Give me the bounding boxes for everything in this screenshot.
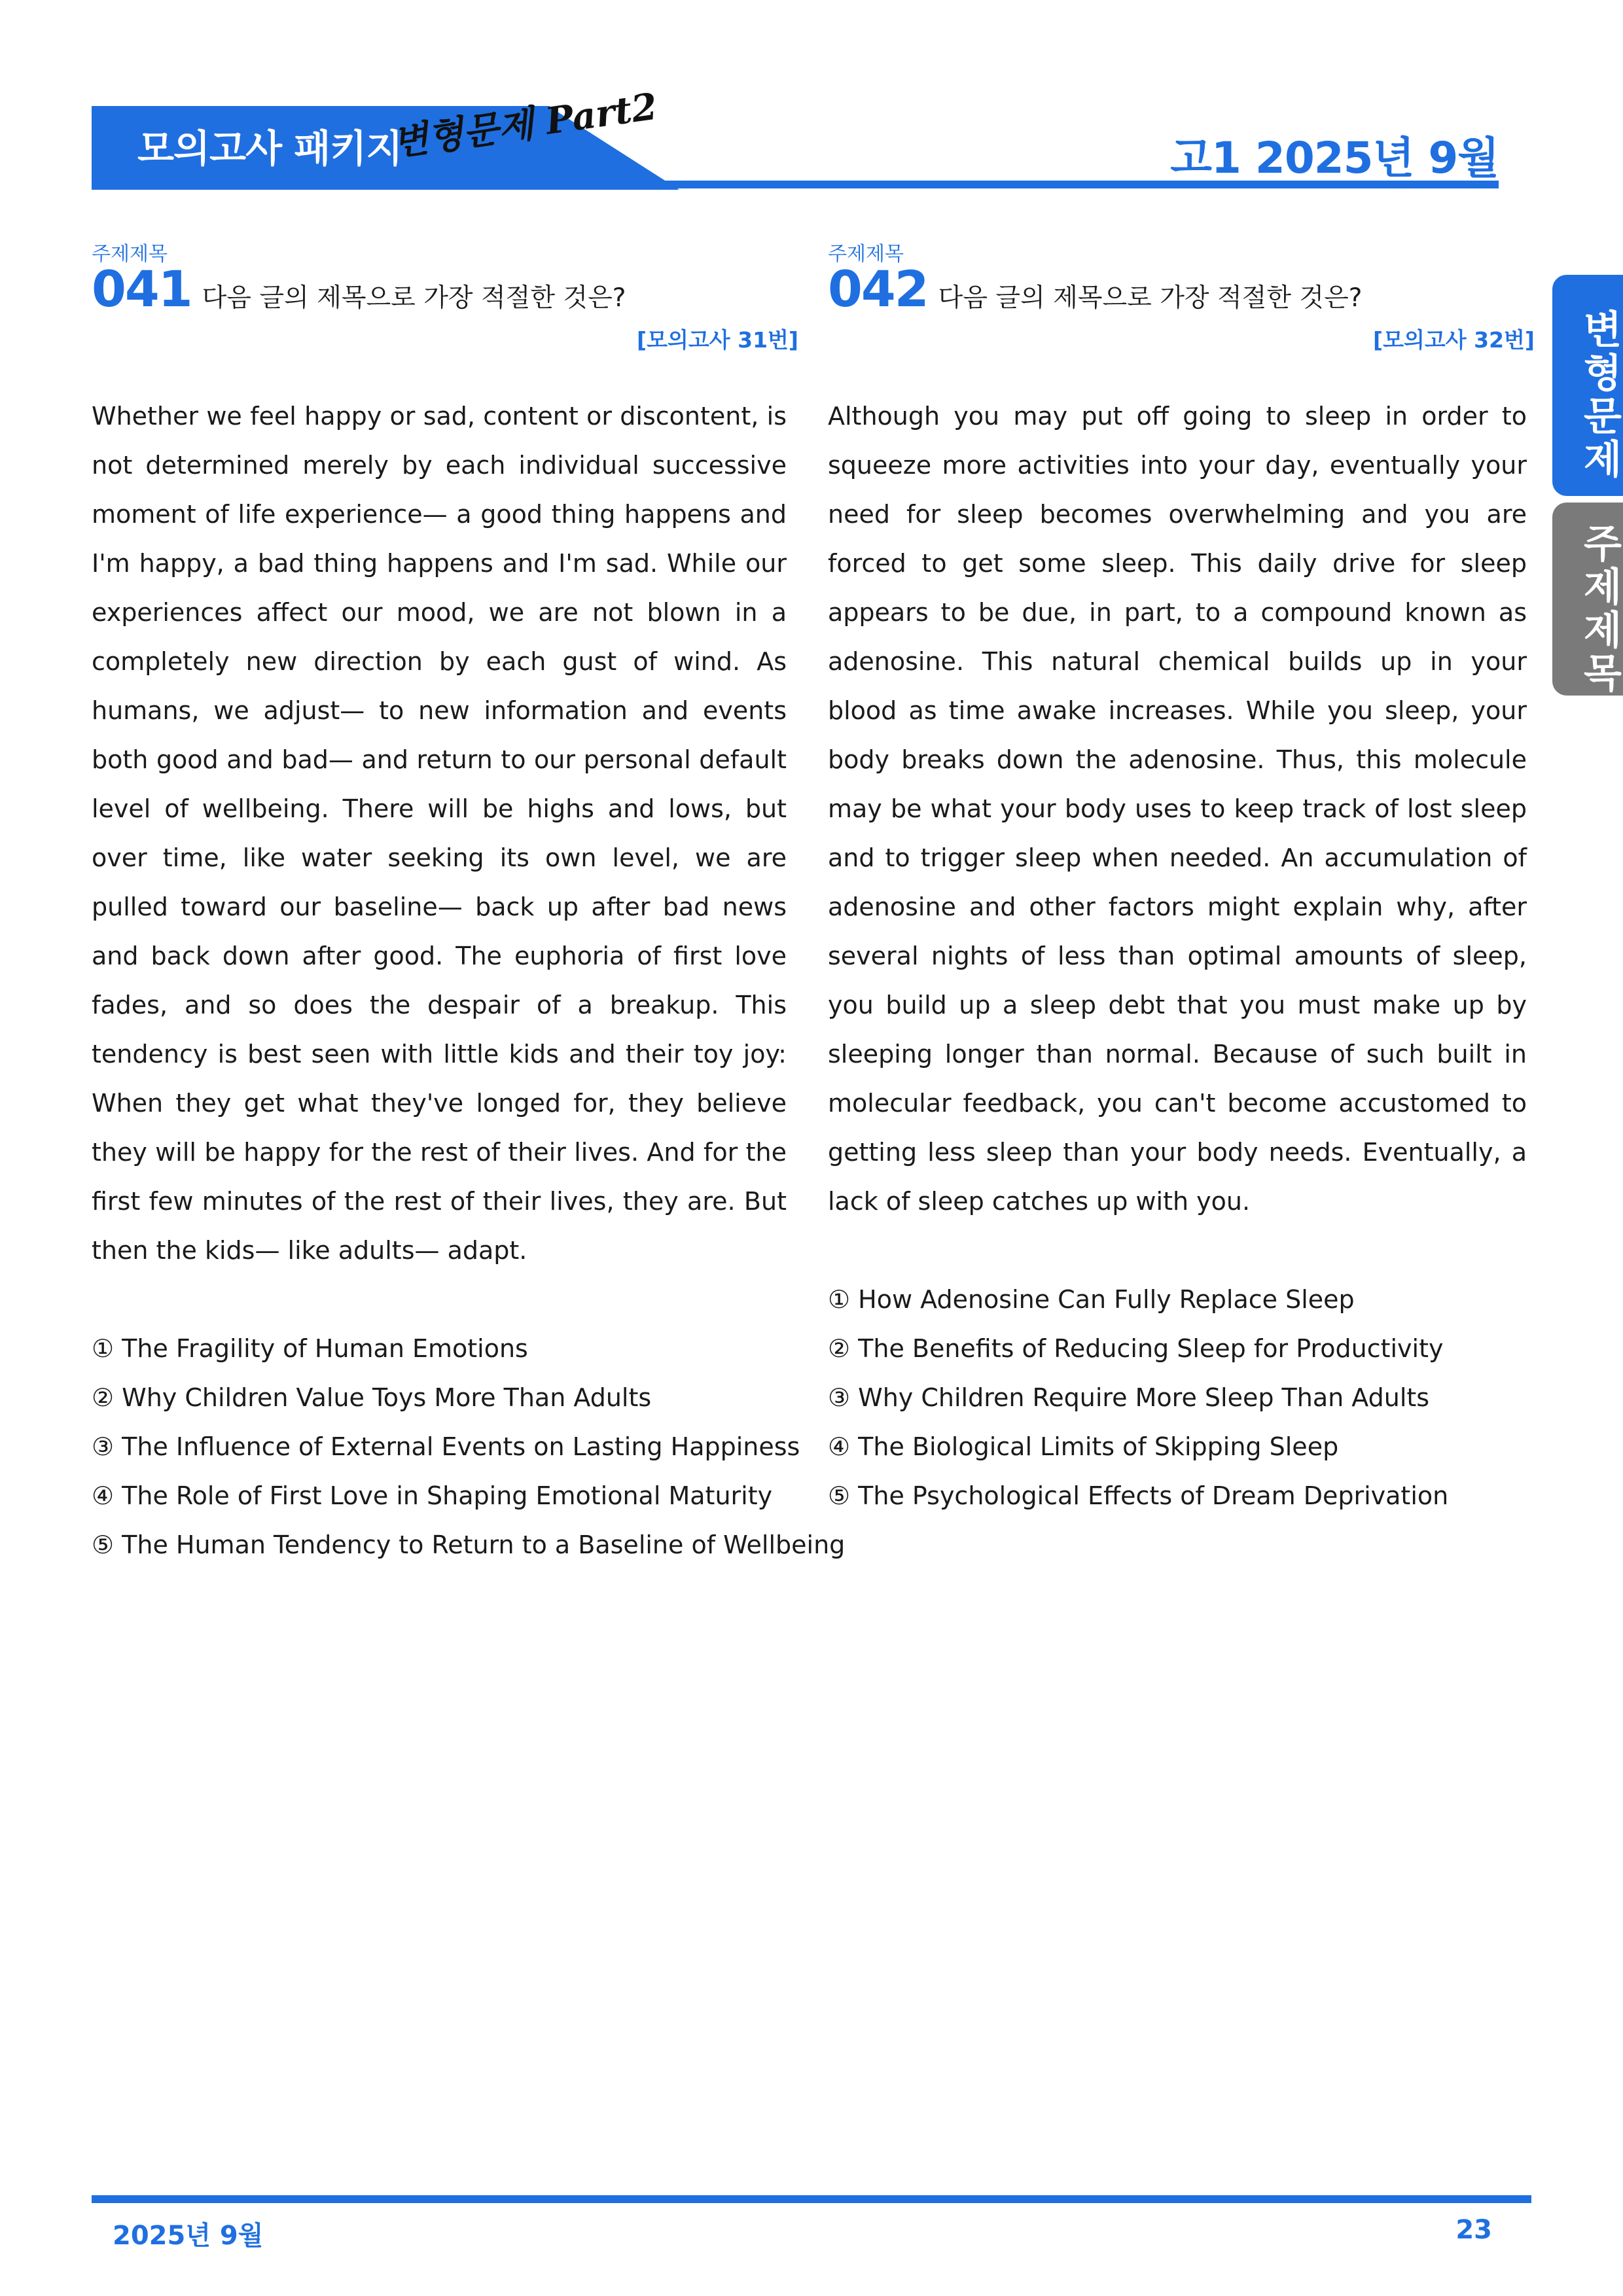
question-passage: Although you may put off going to sleep in order to squeeze more activities into your day, eventually your need for sleep becomes overwhelming and you are forced to get some sleep. This daily drive for sleep appears to be due, in part, to a compound known as adenosine. This natural chemical builds up in your blood as time awake increases. While you sleep, your body breaks down the adenosine. Thus, this molecule may be what your body uses to keep track of lost sleep and to trigger sleep when needed. An accumulation of adenosine and other factors might explain why, after several nights of less than optimal amounts of sleep, you build up a sleep debt that you must make up by sleeping longer than normal. Because of such built in molecular feedback, you can't become accustomed to getting less sleep than your body needs. Eventually, a lack of sleep catches up with you. bbox=[828, 402, 1527, 1216]
choice-4[interactable]: ④ The Role of First Love in Shaping Emotional Maturity bbox=[92, 1481, 773, 1510]
choice-1[interactable]: ① The Fragility of Human Emotions bbox=[92, 1334, 528, 1363]
header-exam-label: 고1 2025년 9월 bbox=[1170, 133, 1499, 183]
question-category: 주제제목 bbox=[92, 243, 168, 266]
choice-list bbox=[92, 1324, 846, 1570]
question-heading bbox=[92, 260, 798, 318]
choice-3[interactable]: ③ The Influence of External Events on Lasting Happiness bbox=[92, 1432, 800, 1461]
choice-list bbox=[828, 1275, 1535, 1521]
question-042 bbox=[828, 243, 1535, 1521]
header-title: 모의고사 패키지 bbox=[137, 126, 402, 171]
page-number: 23 bbox=[1455, 2215, 1492, 2245]
choice-3[interactable]: ③ Why Children Require More Sleep Than Adults bbox=[828, 1383, 1430, 1412]
question-heading bbox=[828, 260, 1535, 318]
question-number: 042 bbox=[828, 260, 928, 318]
side-tab-topic[interactable]: 주제제목 bbox=[1552, 503, 1623, 696]
choice-4[interactable]: ④ The Biological Limits of Skipping Sleep bbox=[828, 1432, 1339, 1461]
choice-2[interactable]: ② Why Children Value Toys More Than Adults bbox=[92, 1383, 652, 1412]
question-source: [모의고사 32번] bbox=[1373, 327, 1535, 353]
choice-5[interactable]: ⑤ The Human Tendency to Return to a Baseline of Wellbeing bbox=[92, 1530, 846, 1559]
choice-2[interactable]: ② The Benefits of Reducing Sleep for Productivity bbox=[828, 1334, 1444, 1363]
question-prompt: 다음 글의 제목으로 가장 적절한 것은? bbox=[938, 283, 1363, 313]
choice-1[interactable]: ① How Adenosine Can Fully Replace Sleep bbox=[828, 1285, 1355, 1314]
header-subtitle: 변형문제 Part2 bbox=[389, 84, 660, 165]
question-041 bbox=[92, 243, 846, 1570]
question-passage: Whether we feel happy or sad, content or discontent, is not determined merely by each individual successive moment of life experience— a good thing happens and I'm happy, a bad thing happens and I'm sad. While our experiences affect our mood, we are not blown in a completely new direction by each gust of wind. As humans, we adjust— to new information and events both good and bad— and return to our personal default level of wellbeing. There will be highs and lows, but over time, like water seeking its own level, we are pulled toward our baseline— back up after bad news and back down after good. The euphoria of first love fades, and so does the despair of a breakup. This tendency is best seen with little kids and their toy joy: When they get what they've longed for, they believe they will be happy for the rest of their lives. And for the first few minutes of the rest of their lives, they are. But then the kids— like adults— adapt. bbox=[92, 402, 787, 1265]
question-prompt: 다음 글의 제목으로 가장 적절한 것은? bbox=[202, 283, 626, 313]
footer-date: 2025년 9월 bbox=[113, 2221, 264, 2251]
side-tab-variant[interactable]: 변형문제 bbox=[1552, 275, 1623, 496]
question-number: 041 bbox=[92, 260, 192, 318]
footer-rule bbox=[92, 2195, 1531, 2203]
question-source: [모의고사 31번] bbox=[637, 327, 798, 353]
choice-5[interactable]: ⑤ The Psychological Effects of Dream Deprivation bbox=[828, 1481, 1449, 1510]
question-category: 주제제목 bbox=[828, 243, 904, 266]
